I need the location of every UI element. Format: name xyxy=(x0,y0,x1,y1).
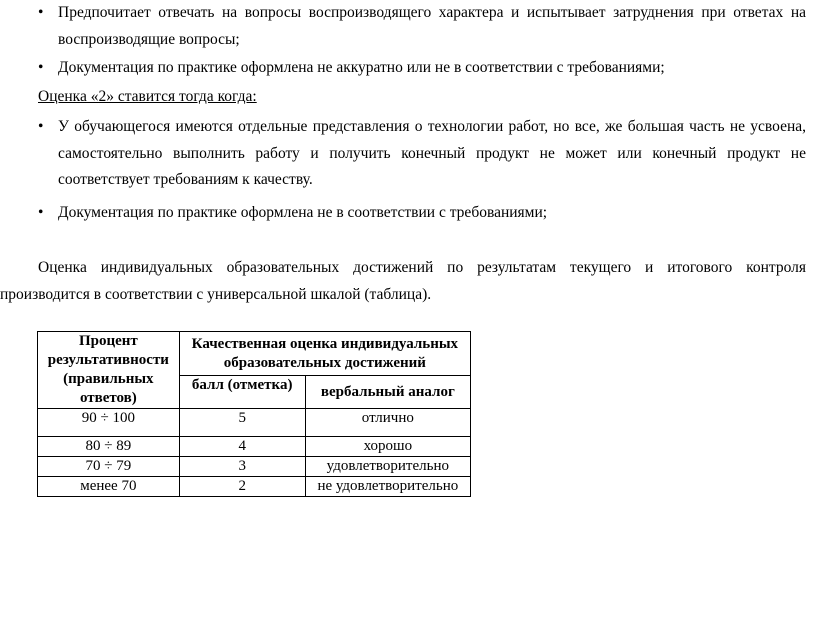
bullet-text: Документация по практике оформлена не в соответствии с требованиями; xyxy=(58,204,548,221)
cell-percent: 80 ÷ 89 xyxy=(38,437,180,457)
scale-paragraph xyxy=(0,255,806,308)
bullet-text: У обучающегося имеются отдельные представления о технологии работ, но все, же большая часть не усвоена, самостоятельно выполнить работу и получить конечный продукт не может или конечный продукт не соответствует требованиям к качеству. xyxy=(58,118,806,188)
bullet-item-3 xyxy=(38,114,806,194)
table-row xyxy=(38,409,471,437)
bullet-text: Предпочитает отвечать на вопросы воспроизводящего характера и испытывает затруднения при ответах на воспроизводящие вопросы; xyxy=(58,4,806,48)
bullet-text: Документация по практике оформлена не аккуратно или не в соответствии с требованиями; xyxy=(58,59,665,76)
table-row xyxy=(38,477,471,497)
bullet-item-4 xyxy=(38,200,806,227)
paragraph-text: Оценка индивидуальных образовательных достижений по результатам текущего и итогового контроля производится в соответствии с универсальной шкалой (таблица). xyxy=(0,259,806,303)
grade-2-heading: Оценка «2» ставится тогда когда: xyxy=(38,88,257,105)
bullet-item-2 xyxy=(38,55,806,82)
cell-percent: 70 ÷ 79 xyxy=(38,457,180,477)
cell-score: 4 xyxy=(179,437,305,457)
cell-verbal: не удовлетворительно xyxy=(305,477,470,497)
bullet-dot: • xyxy=(38,59,44,76)
grading-scale-table xyxy=(37,331,471,497)
cell-verbal: отлично xyxy=(305,409,470,437)
header-score: балл (отметка) xyxy=(179,376,305,409)
header-percent: Процент результативности (правильных ответов) xyxy=(38,332,180,409)
cell-score: 3 xyxy=(179,457,305,477)
bullet-dot: • xyxy=(38,4,44,21)
cell-verbal: хорошо xyxy=(305,437,470,457)
cell-verbal: удовлетворительно xyxy=(305,457,470,477)
cell-percent: менее 70 xyxy=(38,477,180,497)
bullet-dot: • xyxy=(38,204,44,221)
table-row xyxy=(38,437,471,457)
header-qualitative-group: Качественная оценка индивидуальных образовательных достижений xyxy=(179,332,470,376)
table-row xyxy=(38,457,471,477)
cell-score: 5 xyxy=(179,409,305,437)
bullet-item-1 xyxy=(38,0,806,53)
cell-percent: 90 ÷ 100 xyxy=(38,409,180,437)
bullet-dot: • xyxy=(38,118,44,135)
cell-score: 2 xyxy=(179,477,305,497)
header-verbal: вербальный аналог xyxy=(305,376,470,409)
